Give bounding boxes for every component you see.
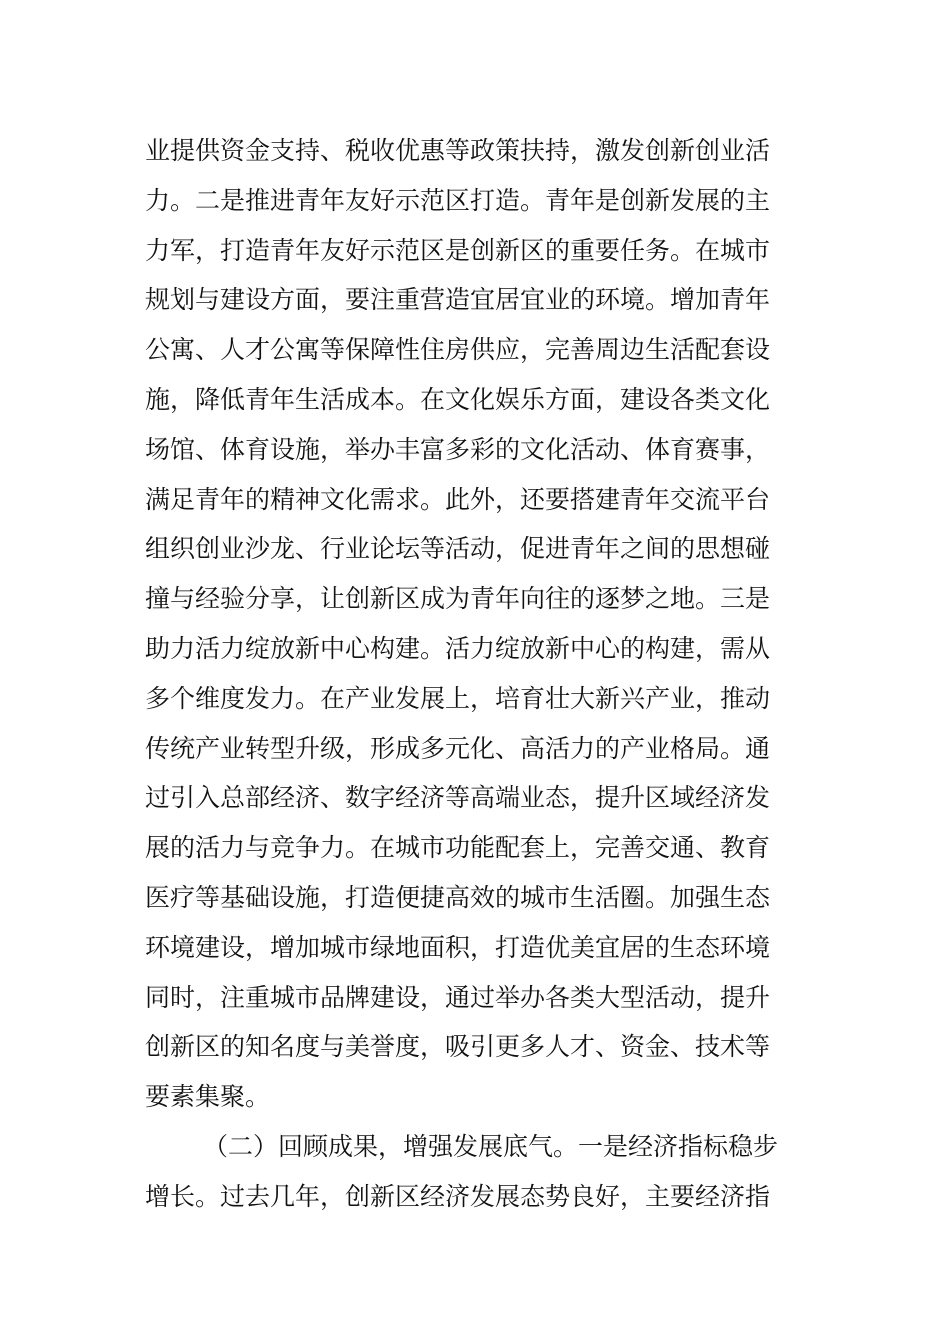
text-line: 业提供资金支持、税收优惠等政策扶持，激发创新创业活	[145, 136, 771, 165]
text-line: 环境建设，增加城市绿地面积，打造优美宜居的生态环境	[145, 932, 771, 962]
text-line: 力军，打造青年友好示范区是创新区的重要任务。在城市	[145, 235, 771, 265]
section-heading-line: （二）回顾成果，增强发展底气。一是经济指标稳步	[203, 1131, 779, 1161]
text-line: 创新区的知名度与美誉度，吸引更多人才、资金、技术等	[145, 1032, 771, 1062]
text-line: 施，降低青年生活成本。在文化娱乐方面，建设各类文化	[145, 384, 771, 414]
text-line: 传统产业转型升级，形成多元化、高活力的产业格局。通	[145, 733, 771, 763]
text-line: 撞与经验分享，让创新区成为青年向往的逐梦之地。三是	[145, 584, 771, 614]
text-line: 展的活力与竞争力。在城市功能配套上，完善交通、教育	[145, 833, 771, 863]
text-line: 多个维度发力。在产业发展上，培育壮大新兴产业，推动	[145, 683, 771, 713]
text-line: 要素集聚。	[145, 1082, 271, 1112]
text-line: 组织创业沙龙、行业论坛等活动，促进青年之间的思想碰	[145, 534, 771, 564]
text-line: 过引入总部经济、数字经济等高端业态，提升区域经济发	[145, 783, 771, 813]
text-line: 场馆、体育设施，举办丰富多彩的文化活动、体育赛事，	[145, 434, 771, 464]
body-text	[145, 126, 810, 1222]
text-line: 助力活力绽放新中心构建。活力绽放新中心的构建，需从	[145, 633, 771, 663]
text-line: 增长。过去几年，创新区经济发展态势良好，主要经济指	[145, 1181, 771, 1211]
text-line: 医疗等基础设施，打造便捷高效的城市生活圈。加强生态	[145, 882, 771, 912]
text-line: 规划与建设方面，要注重营造宜居宜业的环境。增加青年	[145, 285, 771, 315]
text-line: 同时，注重城市品牌建设，通过举办各类大型活动，提升	[145, 982, 771, 1012]
text-line: 力。二是推进青年友好示范区打造。青年是创新发展的主	[145, 185, 771, 215]
text-line: 公寓、人才公寓等保障性住房供应，完善周边生活配套设	[145, 335, 771, 365]
text-line: 满足青年的精神文化需求。此外，还要搭建青年交流平台	[145, 484, 771, 514]
